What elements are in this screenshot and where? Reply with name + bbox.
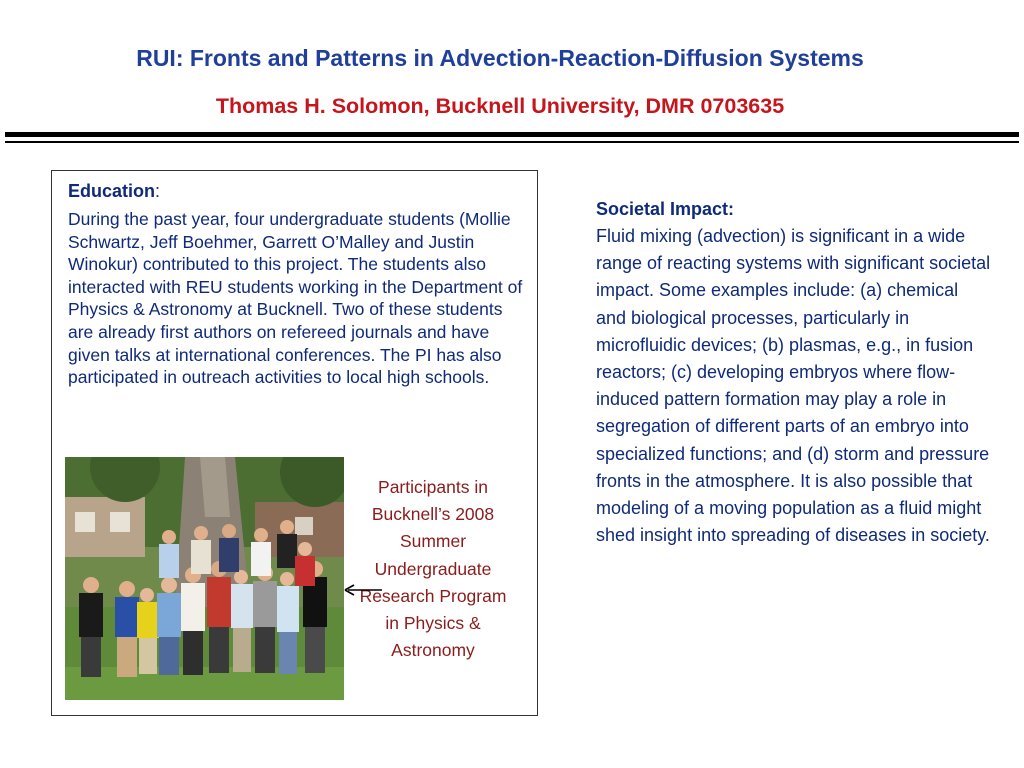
societal-impact-body: Fluid mixing (advection) is significant in a wide range of reacting systems with significant societal impact. Some examples include: (a) chemical and biological processes, particularly in microfluidic devices; (b) plasmas, e.g., in fusion reactors; (c) developing embryos where flow-induced pattern formation may play a role in segregation of different parts of an embryo into specialized functions; and (d) storm and pressure fronts in the atmosphere. It is also possible that modeling of a moving population as a fluid might shed insight into spreading of diseases in society.: [596, 226, 991, 546]
photo-caption: Participants in Bucknell’s 2008 Summer Undergraduate Research Program in Physics & Astronomy: [359, 477, 507, 661]
education-heading-label: Education: [68, 181, 156, 201]
caption-arrow-icon: [344, 582, 384, 598]
education-body: During the past year, four undergraduate students (Mollie Schwartz, Jeff Boehmer, Garrett O’Malley and Justin Winokur) contributed to this project. The students also interacted with REU students working in the Department of Physics & Astronomy at Bucknell. Two of these students are already first authors on refereed journals and have given talks at international conferences. The PI has also participated in outreach activities to local high schools.: [68, 209, 523, 388]
header-rule-thin: [5, 141, 1019, 143]
slide-subtitle: Thomas H. Solomon, Bucknell University, DMR 0703635: [215, 94, 785, 118]
societal-impact-heading: Societal Impact:: [596, 199, 735, 219]
education-heading: [68, 180, 160, 202]
slide-title: RUI: Fronts and Patterns in Advection-Reaction-Diffusion Systems: [136, 45, 864, 71]
group-photo-image: [65, 457, 344, 700]
education-heading-colon: :: [155, 181, 161, 201]
group-photo: [65, 457, 344, 700]
header-rule-thick: [5, 132, 1019, 137]
